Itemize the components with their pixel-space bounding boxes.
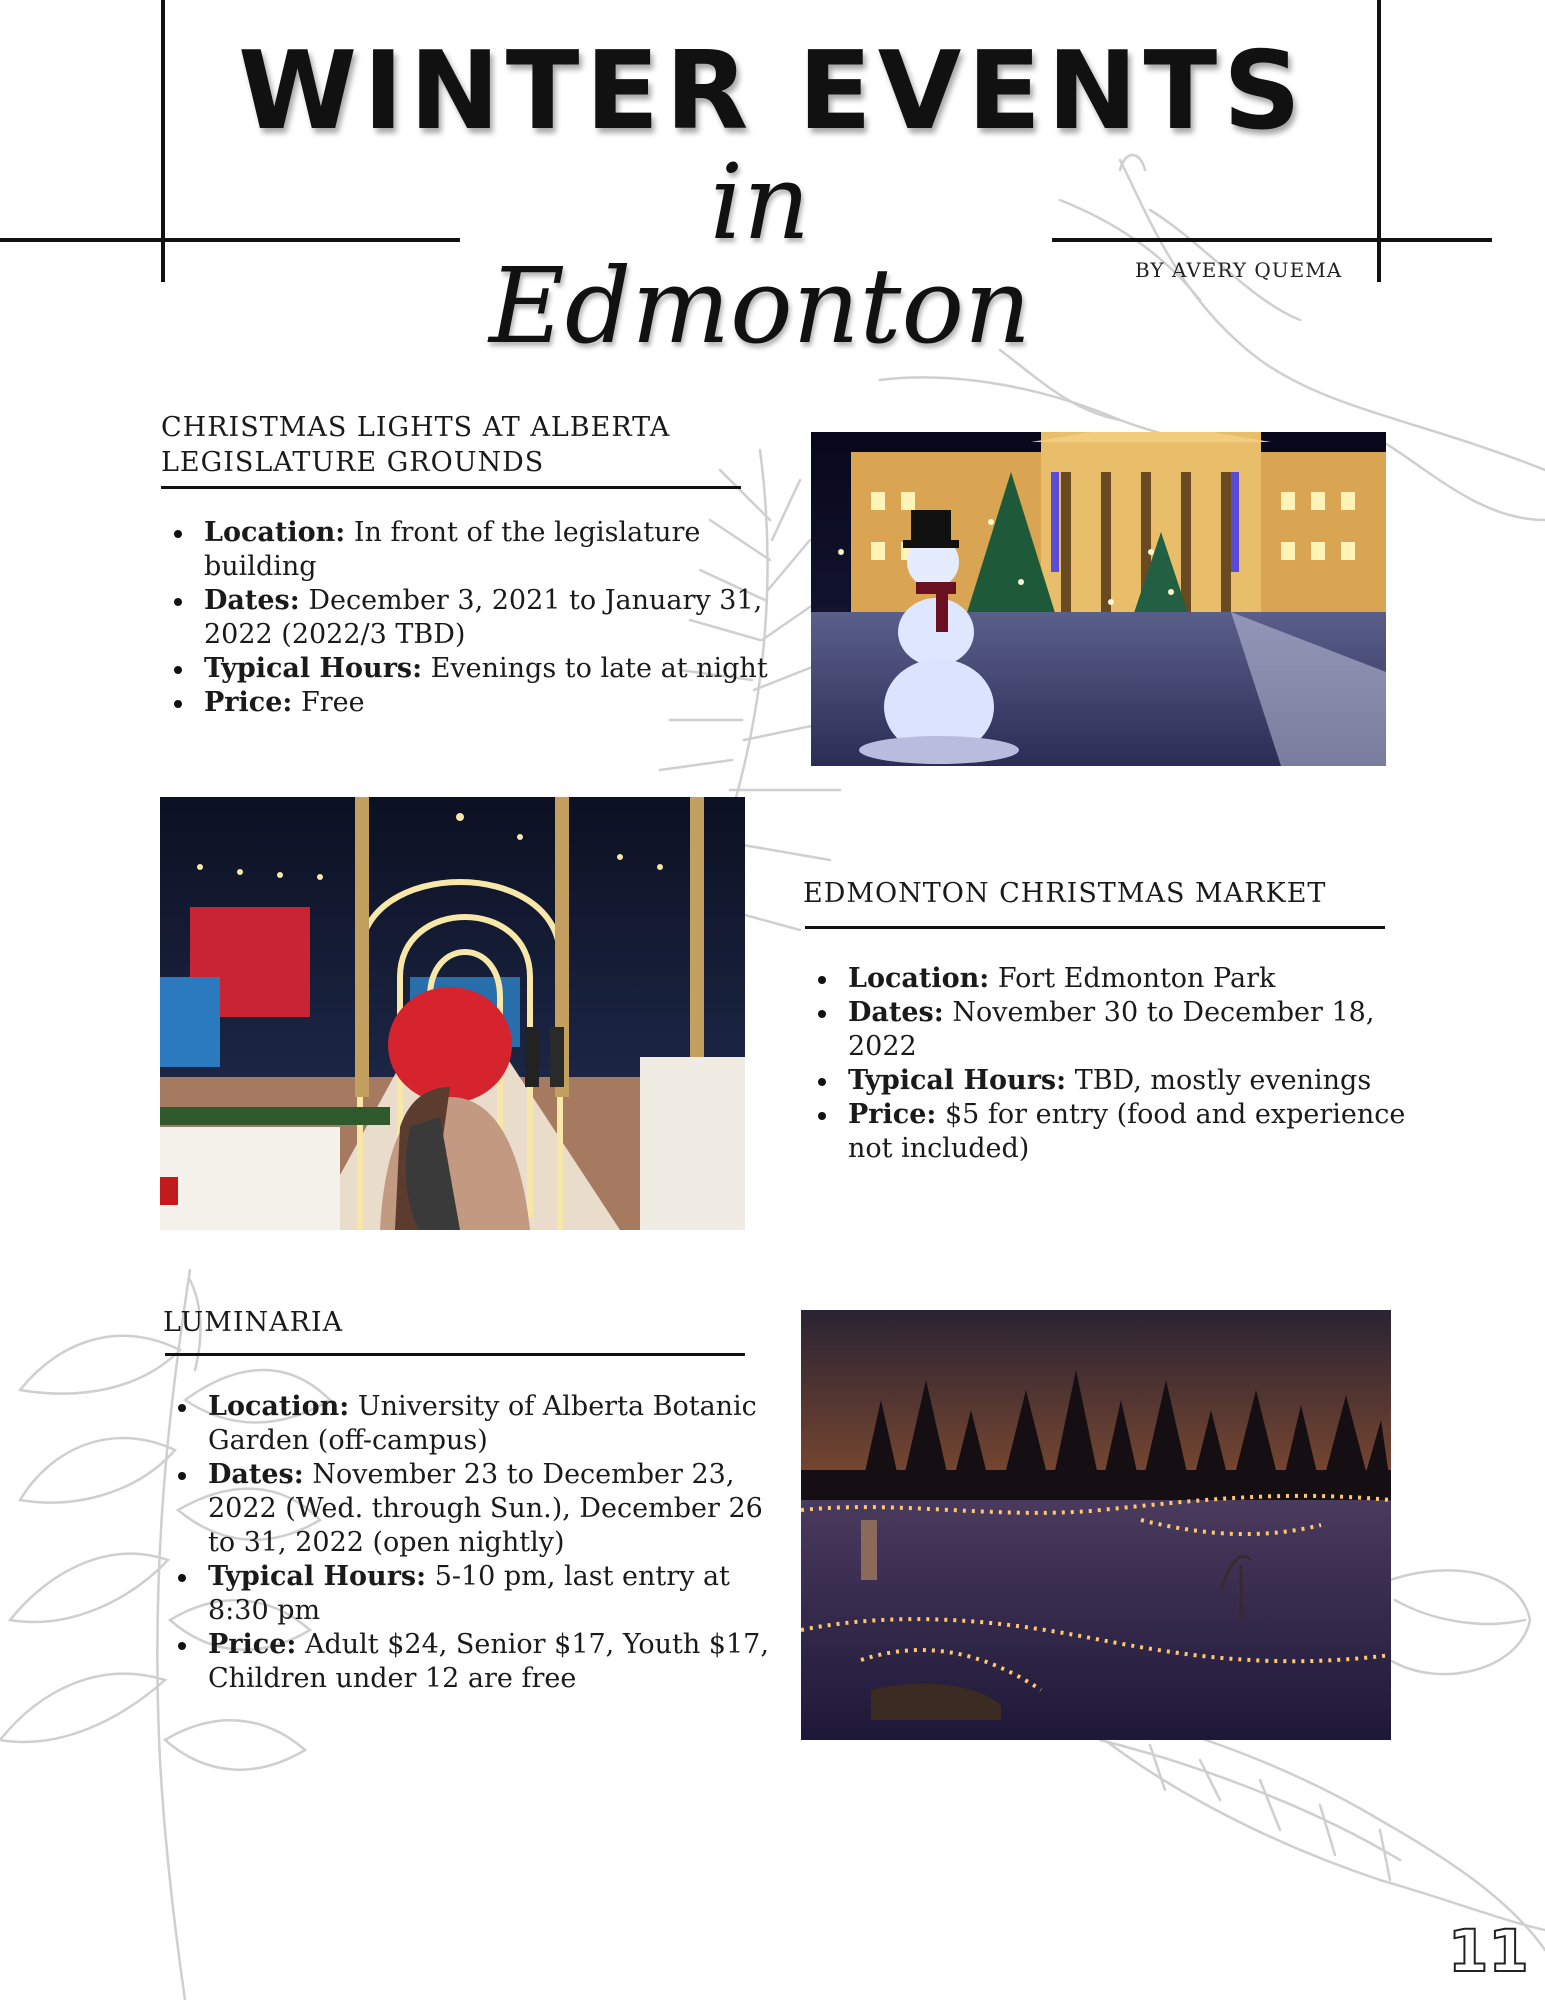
fact-dates: Dates: November 23 to December 23, 2022 (Wed. through Sun.), December 26 to 31, 2022 (open nightly) bbox=[208, 1458, 788, 1560]
fact-location: Location: University of Alberta Botanic Garden (off-campus) bbox=[208, 1390, 788, 1458]
fact-hours: Typical Hours: 5-10 pm, last entry at 8:30 pm bbox=[208, 1560, 788, 1628]
page-subtitle: in Edmonton bbox=[488, 141, 1032, 367]
event-facts-legislature bbox=[162, 516, 774, 720]
event-title-market bbox=[803, 876, 1403, 911]
fact-hours: Typical Hours: Evenings to late at night bbox=[204, 652, 774, 686]
event-facts-market bbox=[806, 962, 1428, 1166]
event-title-line: LEGISLATURE GROUNDS bbox=[161, 447, 545, 478]
fact-dates: Dates: December 3, 2021 to January 31, 2022 (2022/3 TBD) bbox=[204, 584, 774, 652]
fact-hours: Typical Hours: TBD, mostly evenings bbox=[848, 1064, 1428, 1098]
fact-location: Location: Fort Edmonton Park bbox=[848, 962, 1428, 996]
snowman-legislature-photo bbox=[811, 432, 1386, 766]
page-title: WINTER EVENTS bbox=[238, 29, 1307, 154]
event-title-line: EDMONTON CHRISTMAS MARKET bbox=[803, 878, 1327, 909]
event-title-line: CHRISTMAS LIGHTS AT ALBERTA bbox=[161, 412, 671, 443]
fact-price: Price: Free bbox=[204, 686, 774, 720]
event-title-luminaria bbox=[163, 1305, 763, 1340]
header-rule-right bbox=[1052, 238, 1492, 242]
author-byline: BY AVERY QUEMA bbox=[1135, 258, 1343, 282]
botanic-garden-lanterns-photo bbox=[801, 1310, 1391, 1740]
event-title-rule bbox=[161, 486, 741, 489]
fact-dates: Dates: November 30 to December 18, 2022 bbox=[848, 996, 1428, 1064]
event-facts-luminaria bbox=[166, 1390, 788, 1696]
fact-price: Price: $5 for entry (food and experience not included) bbox=[848, 1098, 1428, 1166]
event-title-rule bbox=[805, 926, 1385, 929]
fact-location: Location: In front of the legislature building bbox=[204, 516, 774, 584]
fact-price: Price: Adult $24, Senior $17, Youth $17, Children under 12 are free bbox=[208, 1628, 788, 1696]
event-title-rule bbox=[165, 1353, 745, 1356]
header-rule-left bbox=[0, 238, 460, 242]
christmas-market-arches-photo bbox=[160, 797, 745, 1230]
event-title-legislature bbox=[161, 410, 761, 480]
page-number: 11 bbox=[1448, 1917, 1529, 1985]
event-title-line: LUMINARIA bbox=[163, 1307, 344, 1338]
